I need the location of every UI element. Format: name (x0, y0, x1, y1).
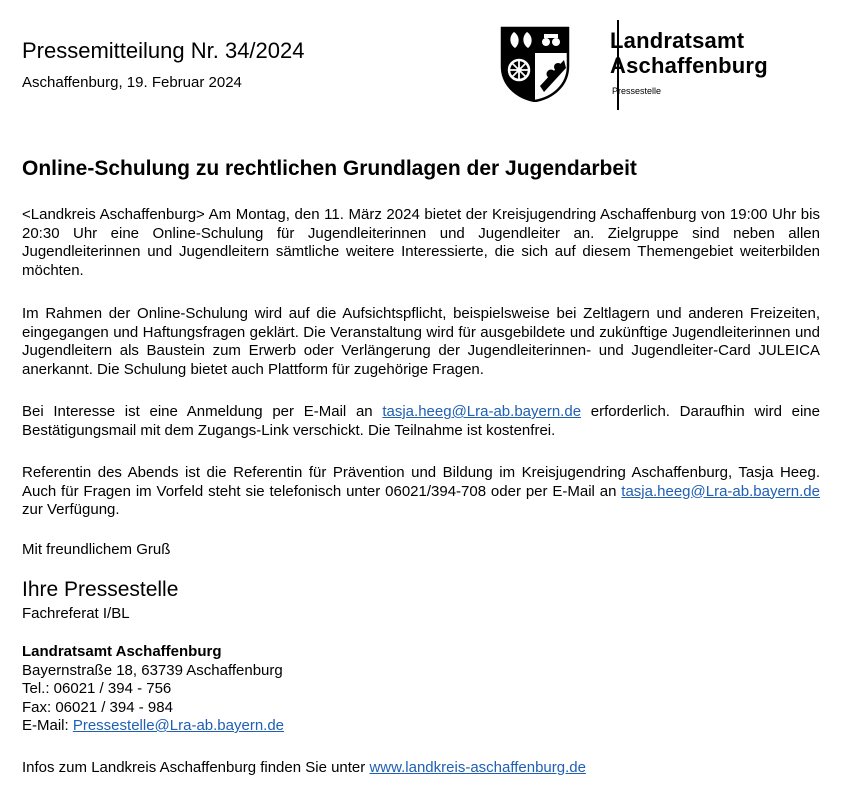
p3-text-before: Bei Interesse ist eine Anmeldung per E-Mail an (22, 403, 383, 420)
contact-block (22, 643, 284, 736)
contact-address: Bayernstraße 18, 63739 Aschaffenburg (22, 661, 283, 679)
contact-fax: Fax: 06021 / 394 - 984 (22, 698, 173, 716)
registration-email-link[interactable]: tasja.heeg@Lra-ab.bayern.de (382, 403, 582, 420)
press-email-link[interactable]: Pressestelle@Lra-ab.bayern.de (72, 717, 285, 734)
infos-text: Infos zum Landkreis Aschaffenburg finden Sie unter (22, 759, 370, 776)
org-name-line2: Aschaffenburg (610, 53, 768, 78)
p3-text-after: erforderlich. Daraufhin wird eine Bestätigungsmail mit dem Zugangs-Link verschickt. Die Teilnahme ist kostenfrei. (22, 403, 820, 439)
article-headline: Online-Schulung zu rechtlichen Grundlagen der Jugendarbeit (22, 157, 637, 180)
speaker-email-link[interactable]: tasja.heeg@Lra-ab.bayern.de (621, 482, 820, 500)
contact-tel: Tel.: 06021 / 394 - 756 (22, 680, 172, 697)
signature-title: Ihre Pressestelle (22, 578, 179, 601)
signature-department: Fachreferat I/BL (22, 605, 130, 622)
p4-text-before: Referentin des Abends ist die Referentin für Prävention und Bildung im Kreisjugendring Aschaffenburg, Tasja Heeg. Auch für Fragen im Vorfeld steht sie telefonisch unter 06021/394-708 oder per E-Mail an (22, 464, 820, 500)
org-name-line1: Landratsamt (610, 28, 745, 53)
article-paragraph-2: Im Rahmen der Online-Schulung wird auf die Aufsichtspflicht, beispielsweise bei Zeltlagern und anderen Freizeiten, eingegangen und Haftungsfragen geklärt. Die Veranstaltung wird für ausgebildete und zukünftige Jugendleiterinnen und Jugendleitern als Baustein zum Erwerb oder Verlängerung der Jugendleiterinnen- und Jugendleiter-Card JULEICA anerkannt. Die Schulung bietet auch Plattform für zugehörige Fragen. (22, 305, 820, 378)
infos-line (22, 759, 586, 776)
org-department: Pressestelle (612, 86, 662, 96)
release-date: Aschaffenburg, 19. Februar 2024 (22, 74, 242, 91)
p4-text-after: zur Verfügung. (22, 501, 120, 518)
article-paragraph-1: <Landkreis Aschaffenburg> Am Montag, den 11. März 2024 bietet der Kreisjugendring Aschaffenburg von 19:00 Uhr bis 20:30 Uhr eine Online-Schulung für Jugendleiterinnen und Jugendleiter an. Zielgruppe sind neben allen Jugendleiterinnen und Jugendleitern sämtliche weitere Interessierte, die sich auf diesem Themengebiet weiterbilden möchten. (22, 206, 820, 279)
greeting: Mit freundlichem Gruß (22, 541, 171, 558)
article-paragraph-4 (22, 464, 820, 520)
contact-org-name: Landratsamt Aschaffenburg (22, 643, 222, 660)
website-link[interactable]: www.landkreis-aschaffenburg.de (369, 759, 586, 776)
contact-email-line (22, 717, 284, 736)
coat-of-arms-icon (500, 26, 570, 102)
release-title: Pressemitteilung Nr. 34/2024 (22, 38, 305, 63)
article-paragraph-3 (22, 403, 820, 440)
contact-email-label: E-Mail: (22, 717, 73, 734)
